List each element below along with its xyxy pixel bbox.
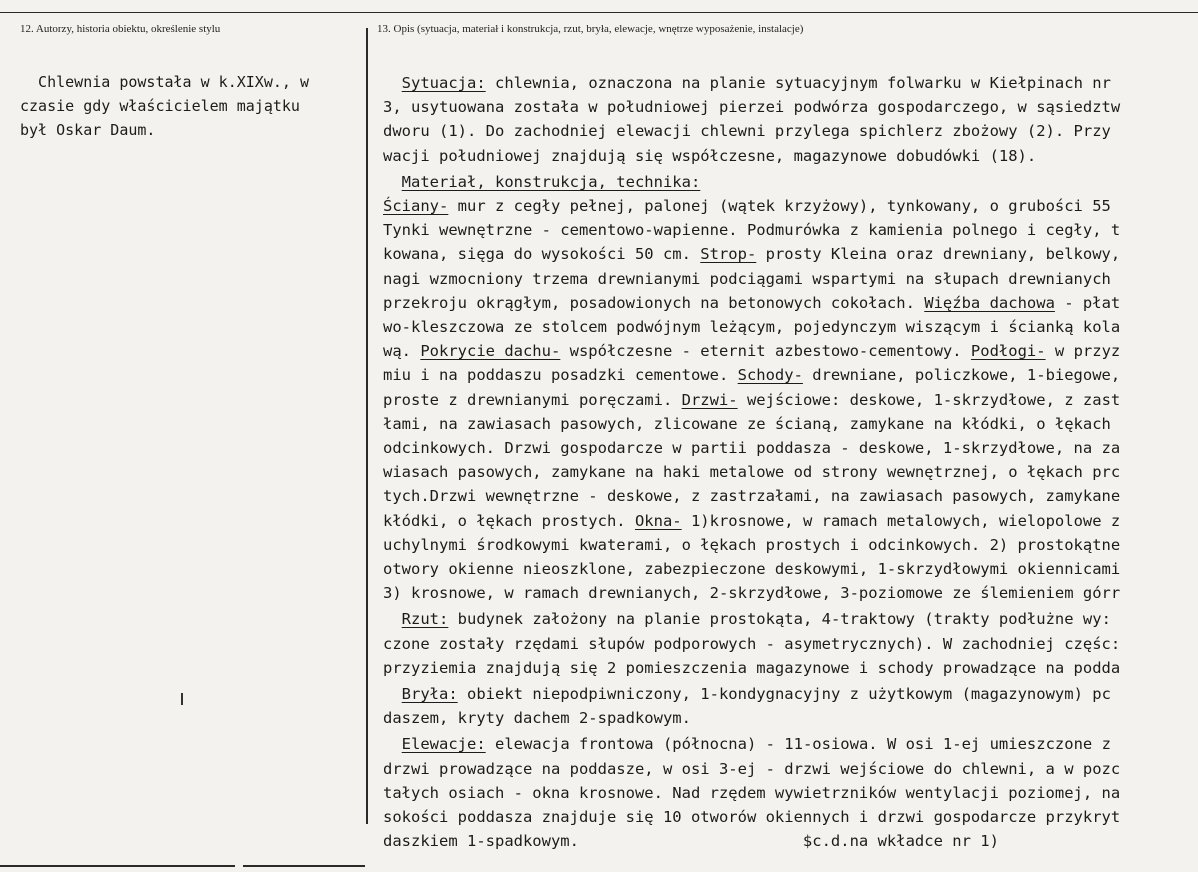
section-12-header: 12. Autorzy, historia obiektu, określenie stylu bbox=[20, 23, 221, 35]
text-line bbox=[383, 509, 1198, 533]
column-divider bbox=[366, 28, 368, 824]
text-run: daszkiem 1-spadkowym. $c.d.na wkładce nr 1) bbox=[383, 832, 999, 851]
text-line bbox=[383, 533, 1198, 557]
text-run: - płat bbox=[1054, 293, 1121, 312]
text-line bbox=[383, 557, 1198, 581]
underlined-heading: Rzut: bbox=[401, 610, 449, 629]
description-text bbox=[383, 71, 1198, 854]
ink-mark bbox=[181, 693, 183, 705]
text-line bbox=[383, 339, 1198, 363]
text-line bbox=[383, 119, 1198, 143]
text-run: 3, usytuowana została w południowej pierzei podwórza gospodarczego, w sąsiedztw bbox=[383, 98, 1121, 117]
text-line bbox=[383, 581, 1198, 605]
text-run: drzwi prowadzące na poddasze, w osi 3-ej - drzwi wejściowe do chlewni, a w pozc bbox=[383, 759, 1121, 778]
text-line bbox=[383, 781, 1198, 805]
text-run: nagi wzmocniony trzema drewnianymi podciągami wspartymi na słupach drewnianych bbox=[383, 269, 1111, 288]
text-run: dworu (1). Do zachodniej elewacji chlewni przylega spichlerz zbożowy (2). Przy bbox=[383, 122, 1111, 141]
text-run bbox=[383, 685, 402, 703]
underlined-heading: Drzwi- bbox=[681, 390, 738, 409]
text-run: odcinkowych. Drzwi gospodarcze w partii poddasza - deskowe, 1-skrzydłowe, na za bbox=[383, 439, 1121, 458]
text-line bbox=[383, 194, 1198, 218]
text-run: 3) krosnowe, w ramach drewnianych, 2-skrzydłowe, 3-poziomowe ze ślemieniem górr bbox=[383, 584, 1121, 603]
text-run: mur z cegły pełnej, palonej (wątek krzyżowy), tynkowany, o grubości 55 bbox=[448, 197, 1111, 216]
text-line bbox=[383, 71, 1198, 95]
text-line bbox=[383, 388, 1198, 412]
text-line bbox=[383, 460, 1198, 484]
underlined-heading: Bryła: bbox=[401, 685, 458, 704]
underlined-heading: Pokrycie dachu- bbox=[420, 342, 561, 361]
text-line bbox=[383, 805, 1198, 829]
text-run: Tynki wewnętrzne - cementowo-wapienne. Podmurówka z kamienia polnego i cegły, t bbox=[383, 221, 1121, 240]
text-line: czasie gdy właścicielem majątku bbox=[20, 97, 300, 115]
text-run bbox=[383, 610, 402, 628]
text-line bbox=[383, 607, 1198, 631]
text-run: przyziemia znajdują się 2 pomieszczenia magazynowe i schody prowadzące na podda bbox=[383, 658, 1121, 677]
text-run: otwory okienne nieoszklone, zabezpieczone deskowymi, 1-skrzydłowymi okiennicami bbox=[383, 560, 1121, 579]
text-run bbox=[383, 173, 402, 191]
text-run: daszem, kryty dachem 2-spadkowym. bbox=[383, 709, 691, 728]
text-run: drewniane, policzkowe, 1-biegowe, bbox=[802, 366, 1121, 385]
underlined-heading: Sytuacja: bbox=[401, 74, 486, 92]
text-line bbox=[383, 363, 1198, 387]
text-line: Chlewnia powstała w k.XIXw., w bbox=[20, 73, 309, 91]
text-run: 1)krosnowe, w ramach metalowych, wielopolowe z bbox=[681, 511, 1121, 530]
text-line bbox=[383, 144, 1198, 168]
text-line bbox=[383, 95, 1198, 119]
text-line: był Oskar Daum. bbox=[20, 121, 156, 139]
text-run: miu i na poddaszu posadzki cementowe. bbox=[383, 366, 738, 385]
text-run: łami, na zawiasach pasowych, zlicowane ze ścianą, zamykane na kłódki, o łękach bbox=[383, 414, 1111, 433]
text-run: kowana, sięga do wysokości 50 cm. bbox=[383, 245, 701, 264]
text-line bbox=[383, 732, 1198, 756]
text-line bbox=[383, 412, 1198, 436]
text-line bbox=[383, 706, 1198, 730]
text-line bbox=[383, 829, 1198, 853]
text-run: budynek założony na planie prostokąta, 4-traktowy (trakty podłużne wy: bbox=[448, 610, 1111, 629]
text-line bbox=[383, 291, 1198, 315]
text-run: kłódki, o łękach prostych. bbox=[383, 511, 635, 530]
text-line bbox=[383, 315, 1198, 339]
underlined-heading: Ściany- bbox=[383, 197, 449, 216]
text-line bbox=[383, 632, 1198, 656]
text-run: w przyz bbox=[1045, 342, 1121, 361]
section-13-header: 13. Opis (sytuacja, materiał i konstrukcja, rzut, bryła, elewacje, wnętrze wyposażenie, instalacje) bbox=[377, 23, 804, 35]
text-run: tałych osiach - okna krosnowe. Nad rzędem wywietrzników wentylacji poziomej, na bbox=[383, 783, 1121, 802]
text-run: wacji południowej znajdują się współczesne, magazynowe dobudówki (18). bbox=[383, 146, 1037, 165]
text-run: uchylnymi środkowymi kwaterami, o łękach prostych i odcinkowych. 2) prostokątne bbox=[383, 535, 1121, 554]
text-run: obiekt niepodpiwniczony, 1-kondygnacyjny z użytkowym (magazynowym) pc bbox=[457, 685, 1111, 704]
text-run: elewacja frontowa (północna) - 11-osiowa. W osi 1-ej umieszczone z bbox=[485, 735, 1111, 754]
text-run bbox=[383, 74, 402, 92]
underlined-heading: Materiał, konstrukcja, technika: bbox=[401, 172, 701, 191]
text-run: sokości poddasza znajduje się 10 otworów okiennych i drzwi gospodarcze przykryt bbox=[383, 808, 1121, 827]
text-run: wiasach pasowych, zamykane na haki metalowe od strony wewnętrznej, o łękach prc bbox=[383, 463, 1121, 482]
text-line bbox=[383, 436, 1198, 460]
text-run: czone zostały rzędami słupów podporowych - asymetrycznych). W zachodniej częśc: bbox=[383, 634, 1121, 653]
bottom-rule bbox=[0, 865, 365, 867]
underlined-heading: Podłogi- bbox=[970, 342, 1046, 361]
text-line bbox=[383, 757, 1198, 781]
underlined-heading: Elewacje: bbox=[401, 735, 486, 754]
authors-history-text bbox=[20, 70, 360, 142]
text-line bbox=[383, 242, 1198, 266]
underlined-heading: Schody- bbox=[737, 366, 803, 385]
text-run: wą. bbox=[383, 342, 421, 361]
text-run bbox=[383, 735, 402, 753]
text-line bbox=[383, 170, 1198, 194]
text-run: wejściowe: deskowe, 1-skrzydłowe, z zast bbox=[737, 390, 1121, 409]
underlined-heading: Okna- bbox=[634, 511, 682, 530]
text-line bbox=[383, 484, 1198, 508]
text-line bbox=[383, 682, 1198, 706]
text-run: proste z drewnianymi poręczami. bbox=[383, 390, 682, 409]
text-line bbox=[383, 267, 1198, 291]
text-line bbox=[383, 218, 1198, 242]
text-run: chlewnia, oznaczona na planie sytuacyjnym folwarku w Kiełpinach nr bbox=[485, 74, 1111, 92]
underlined-heading: Więźba dachowa bbox=[924, 293, 1055, 312]
text-line bbox=[383, 656, 1198, 680]
top-rule bbox=[0, 12, 1198, 13]
text-run: wo-kleszczowa ze stolcem podwójnym leżącym, pojedynczym wiszącym i ścianką kola bbox=[383, 318, 1121, 337]
underlined-heading: Strop- bbox=[700, 245, 757, 264]
text-run: współczesne - eternit azbestowo-cementowy. bbox=[560, 342, 971, 361]
text-run: przekroju okrągłym, posadowionych na betonowych cokołach. bbox=[383, 293, 925, 312]
text-run: tych.Drzwi wewnętrzne - deskowe, z zastrzałami, na zawiasach pasowych, zamykane bbox=[383, 487, 1121, 506]
text-run: prosty Kleina oraz drewniany, belkowy, bbox=[756, 245, 1121, 264]
